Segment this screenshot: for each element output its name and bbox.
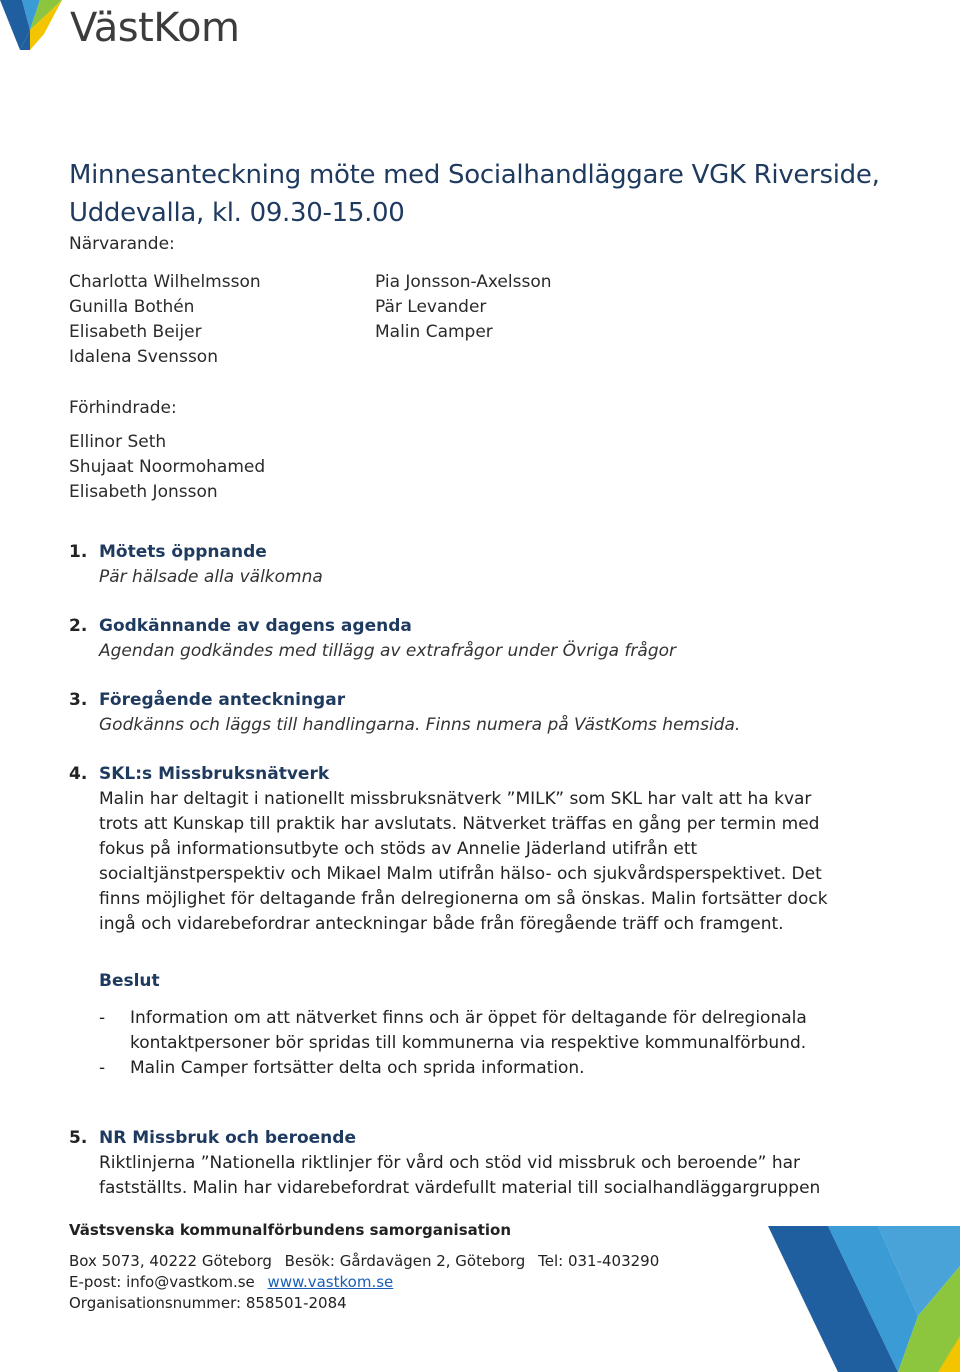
- present-list-right: [375, 270, 552, 345]
- agenda-heading: SKL:s Missbruksnätverk: [99, 764, 330, 784]
- footer-email: E-post: info@vastkom.se: [69, 1273, 255, 1291]
- agenda-item-1: [69, 540, 829, 590]
- beslut-heading: Beslut: [99, 971, 160, 991]
- attendee-name: Elisabeth Beijer: [69, 322, 202, 342]
- attendee-name: Malin Camper: [375, 322, 493, 342]
- footer-web-line: [69, 1272, 659, 1293]
- agenda-body: Malin har deltagit i nationellt missbruksnätverk ”MILK” som SKL har valt att ha kvar trots att Kunskap till praktik har avslutats. Nätverket träffas en gång per termin med fokus på informationsutbyte och stöds av Annelie Jäderland utifrån ett socialtjänstperspektiv och Mikael Malm utifrån hälso- och sjukvårdsperspektivet. Det finns möjlighet för deltagande från delregionerna om så önskas. Malin fortsätter dock ingå och vidarebefordrar anteckningar både från föregående träff och framgent.: [99, 789, 828, 934]
- agenda-heading: Föregående anteckningar: [99, 690, 346, 710]
- agenda-description: Pär hälsade alla välkomna: [99, 567, 323, 587]
- attendee-name: Gunilla Bothén: [69, 297, 195, 317]
- footer: [69, 1220, 659, 1314]
- agenda-number: 1.: [69, 542, 88, 562]
- agenda-heading: NR Missbruk och beroende: [99, 1128, 356, 1148]
- list-item: [99, 1006, 829, 1056]
- corner-decoration-icon: [768, 1226, 960, 1372]
- footer-contact-line: [69, 1251, 659, 1272]
- absent-label: Förhindrade:: [69, 398, 177, 418]
- attendee-name: Idalena Svensson: [69, 347, 218, 367]
- footer-phone: Tel: 031-403290: [538, 1252, 660, 1270]
- agenda-body: Riktlinjerna ”Nationella riktlinjer för vård och stöd vid missbruk och beroende” har fastställts. Malin har vidarebefordrat värdefullt material till socialhandläggargruppen: [99, 1153, 821, 1198]
- footer-address: Box 5073, 40222 Göteborg: [69, 1252, 272, 1270]
- absent-list: [69, 430, 265, 505]
- attendee-name: Charlotta Wilhelmsson: [69, 272, 261, 292]
- agenda-item-2: [69, 614, 829, 664]
- beslut-list: [99, 1006, 829, 1081]
- agenda-item-3: [69, 688, 829, 738]
- absent-name: Shujaat Noormohamed: [69, 457, 266, 477]
- attendee-name: Pia Jonsson-Axelsson: [375, 272, 552, 292]
- page-title: Minnesanteckning möte med Socialhandläggare VGK Riverside, Uddevalla, kl. 09.30-15.00: [69, 160, 880, 228]
- present-list-left: [69, 270, 261, 370]
- present-label: Närvarande:: [69, 234, 175, 254]
- absent-name: Elisabeth Jonsson: [69, 482, 218, 502]
- beslut-item-text: Information om att nätverket finns och är öppet för deltagande för delregionala kontaktpersoner bör spridas till kommunerna via respektive kommunalförbund.: [130, 1008, 807, 1053]
- agenda-item-5: [69, 1126, 829, 1201]
- attendee-name: Pär Levander: [375, 297, 487, 317]
- footer-visit: Besök: Gårdavägen 2, Göteborg: [284, 1252, 526, 1270]
- agenda-number: 2.: [69, 616, 88, 636]
- absent-name: Ellinor Seth: [69, 432, 167, 452]
- footer-website-link[interactable]: www.vastkom.se: [267, 1273, 394, 1291]
- agenda-description: Godkänns och läggs till handlingarna. Finns numera på VästKoms hemsida.: [99, 715, 741, 735]
- logo-brand-text: VästKom: [70, 5, 240, 51]
- beslut-item-text: Malin Camper fortsätter delta och sprida information.: [130, 1058, 585, 1078]
- agenda-description: Agendan godkändes med tillägg av extrafrågor under Övriga frågor: [99, 641, 677, 661]
- dash-marker: -: [99, 1058, 106, 1078]
- vastkom-logo: [0, 0, 270, 56]
- agenda-item-4: [69, 762, 829, 937]
- agenda-number: 5.: [69, 1128, 88, 1148]
- vastkom-logo-mark-icon: [0, 0, 64, 56]
- agenda-number: 4.: [69, 764, 88, 784]
- agenda-heading: Mötets öppnande: [99, 542, 267, 562]
- agenda-number: 3.: [69, 690, 88, 710]
- dash-marker: -: [99, 1008, 106, 1028]
- list-item: [99, 1056, 829, 1081]
- footer-org-name: Västsvenska kommunalförbundens samorganisation: [69, 1221, 512, 1239]
- agenda-heading: Godkännande av dagens agenda: [99, 616, 412, 636]
- footer-orgnr: Organisationsnummer: 858501-2084: [69, 1294, 347, 1312]
